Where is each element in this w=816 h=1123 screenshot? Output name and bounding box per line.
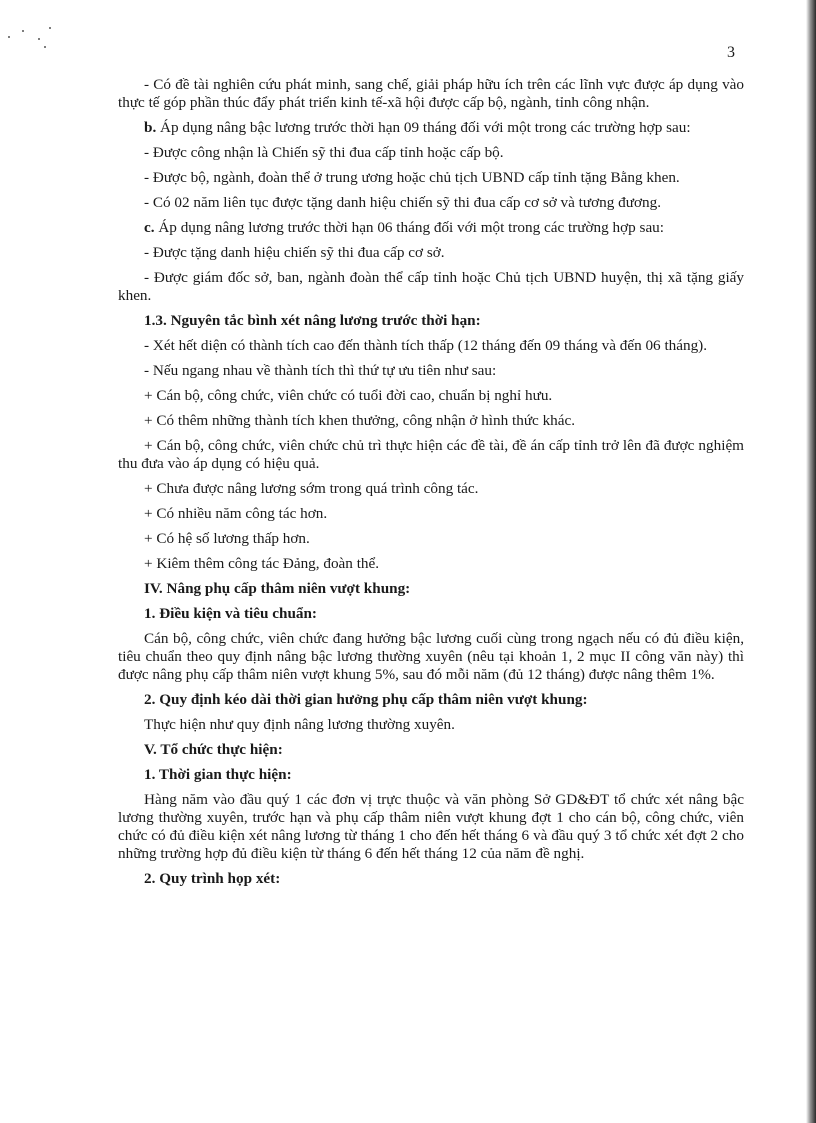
- paragraph: c. Áp dụng nâng lương trước thời hạn 06 tháng đối với một trong các trường hợp sau:: [144, 219, 664, 236]
- item-letter: c.: [144, 219, 155, 236]
- paragraph: + Cán bộ, công chức, viên chức có tuổi đời cao, chuẩn bị nghỉ hưu.: [144, 387, 553, 404]
- paragraph: - Nếu ngang nhau về thành tích thì thứ tự ưu tiên như sau:: [144, 362, 497, 379]
- section-heading: 2. Quy định kéo dài thời gian hưởng phụ cấp thâm niên vượt khung:: [144, 691, 588, 708]
- paragraph: + Có thêm những thành tích khen thưởng, công nhận ở hình thức khác.: [144, 412, 576, 429]
- scan-edge-shadow: [806, 0, 816, 1123]
- paragraph: Hàng năm vào đầu quý 1 các đơn vị trực thuộc và văn phòng Sở GD&ĐT tổ chức xét nâng bậc lương thường xuyên, trước hạn và phụ cấp thâm niên vượt khung đợt 1 cho cán bộ, công chức, viên chức có đủ điều kiện xét nâng lương từ tháng 1 cho đến hết tháng 6 và đầu quý 3 tổ chức xét đợt 2 cho những trường hợp đủ điều kiện từ tháng 6 đến hết tháng 12 của năm đề nghị.: [118, 791, 744, 862]
- paragraph: - Được bộ, ngành, đoàn thể ở trung ương hoặc chủ tịch UBND cấp tỉnh tặng Bằng khen.: [144, 169, 680, 186]
- document-body: [118, 76, 744, 895]
- paragraph: Cán bộ, công chức, viên chức đang hưởng bậc lương cuối cùng trong ngạch nếu có đủ điều kiện, tiêu chuẩn theo quy định nâng bậc lương thường xuyên (nêu tại khoản 1, 2 mục II công văn này) thì được nâng phụ cấp thâm niên vượt khung 5%, sau đó mỗi năm (đủ 12 tháng) được nâng thêm 1%.: [118, 630, 744, 683]
- paragraph: + Có nhiều năm công tác hơn.: [144, 505, 328, 522]
- section-heading: IV. Nâng phụ cấp thâm niên vượt khung:: [144, 580, 411, 597]
- paragraph: + Cán bộ, công chức, viên chức chủ trì thực hiện các đề tài, đề án cấp tỉnh trở lên đã được nghiệm thu đưa vào áp dụng có hiệu quả.: [118, 437, 744, 472]
- scan-specks: [8, 24, 58, 64]
- paragraph: - Có đề tài nghiên cứu phát minh, sang chế, giải pháp hữu ích trên các lĩnh vực được áp dụng vào thực tế góp phần thúc đẩy phát triển kinh tế-xã hội được cấp bộ, ngành, tỉnh công nhận.: [118, 76, 744, 111]
- section-heading: V. Tổ chức thực hiện:: [144, 741, 283, 758]
- item-letter: b.: [144, 119, 157, 136]
- paragraph: - Được tặng danh hiệu chiến sỹ thi đua cấp cơ sở.: [144, 244, 445, 261]
- paragraph: Thực hiện như quy định nâng lương thường xuyên.: [144, 716, 455, 733]
- paragraph: + Chưa được nâng lương sớm trong quá trình công tác.: [144, 480, 479, 497]
- paragraph: - Được giám đốc sở, ban, ngành đoàn thể cấp tỉnh hoặc Chủ tịch UBND huyện, thị xã tặng giấy khen.: [118, 269, 744, 304]
- section-heading: 1.3. Nguyên tắc bình xét nâng lương trước thời hạn:: [144, 312, 481, 329]
- paragraph: - Xét hết diện có thành tích cao đến thành tích thấp (12 tháng đến 09 tháng và đến 06 tháng).: [144, 337, 708, 354]
- section-heading: 2. Quy trình họp xét:: [144, 870, 281, 887]
- paragraph: b. Áp dụng nâng bậc lương trước thời hạn 09 tháng đối với một trong các trường hợp sau:: [144, 119, 691, 136]
- page-number: 3: [727, 44, 735, 61]
- paragraph: + Kiêm thêm công tác Đảng, đoàn thể.: [144, 555, 380, 572]
- paragraph: - Được công nhận là Chiến sỹ thi đua cấp tỉnh hoặc cấp bộ.: [144, 144, 504, 161]
- section-heading: 1. Điều kiện và tiêu chuẩn:: [144, 605, 317, 622]
- section-heading: 1. Thời gian thực hiện:: [144, 766, 292, 783]
- paragraph: + Có hệ số lương thấp hơn.: [144, 530, 310, 547]
- paragraph: - Có 02 năm liên tục được tặng danh hiệu chiến sỹ thi đua cấp cơ sở và tương đương.: [144, 194, 661, 211]
